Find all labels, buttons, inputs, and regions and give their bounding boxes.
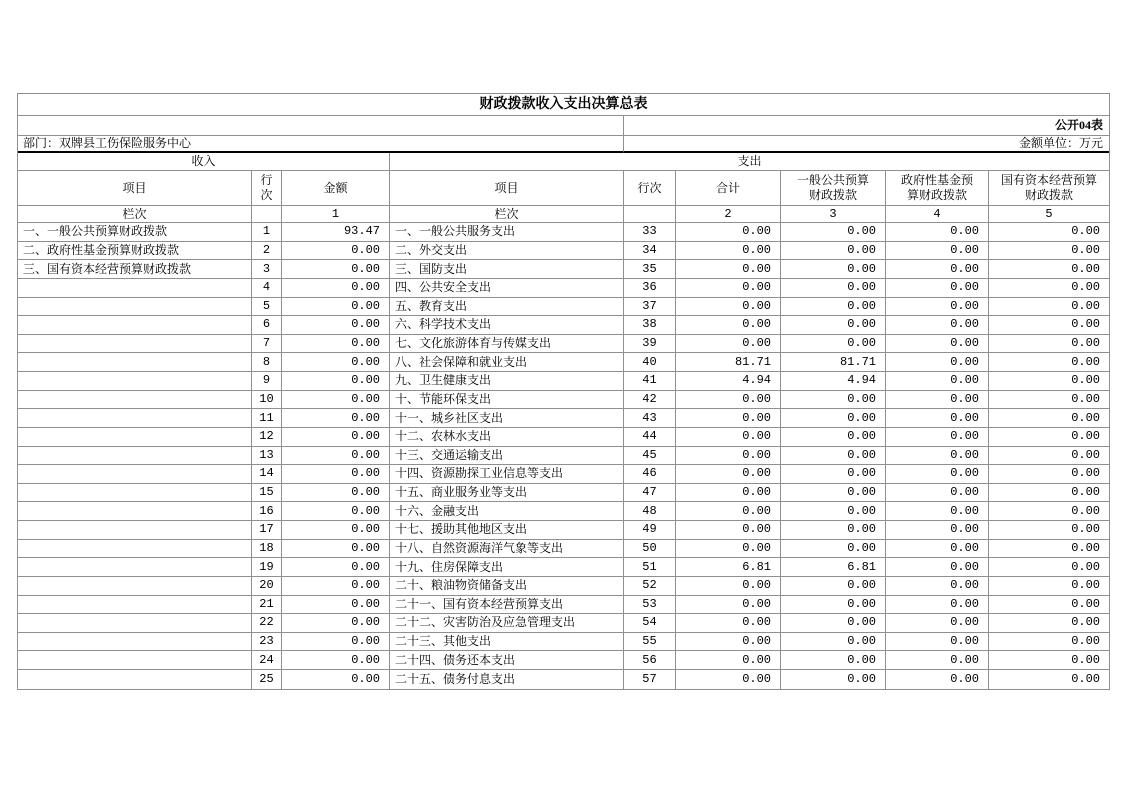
- table-code-spacer: [18, 116, 624, 136]
- income-line-cell: 17: [252, 521, 282, 540]
- department-label: 部门：双牌县工伤保险服务中心: [18, 136, 624, 153]
- expense-state-capital-cell: 0.00: [989, 614, 1109, 633]
- expense-total-cell: 0.00: [676, 428, 781, 447]
- expense-gov-fund-index: 4: [886, 206, 989, 223]
- expense-state-capital-index: 5: [989, 206, 1109, 223]
- expense-general-budget-cell: 0.00: [781, 447, 886, 466]
- expense-general-budget-cell: 0.00: [781, 391, 886, 410]
- expense-state-capital-cell: 0.00: [989, 447, 1109, 466]
- expense-gov-fund-cell: 0.00: [886, 633, 989, 652]
- income-item-cell: 二、政府性基金预算财政拨款: [18, 242, 252, 261]
- expense-gov-fund-cell: 0.00: [886, 502, 989, 521]
- expense-general-budget-cell: 0.00: [781, 614, 886, 633]
- income-section-label: 收入: [18, 153, 390, 171]
- table-row: [18, 409, 1109, 428]
- income-line-cell: 18: [252, 540, 282, 559]
- expense-gov-fund-cell: 0.00: [886, 409, 989, 428]
- expense-gov-fund-cell: 0.00: [886, 596, 989, 615]
- table-row: [18, 260, 1109, 279]
- income-line-cell: 6: [252, 316, 282, 335]
- expense-item-cell: 五、教育支出: [390, 298, 624, 317]
- income-item-header: 项目: [18, 171, 252, 206]
- expense-item-cell: 十一、城乡社区支出: [390, 409, 624, 428]
- expense-state-capital-cell: 0.00: [989, 372, 1109, 391]
- expense-line-cell: 36: [624, 279, 676, 298]
- expense-item-cell: 十、节能环保支出: [390, 391, 624, 410]
- income-item-cell: 三、国有资本经营预算财政拨款: [18, 260, 252, 279]
- table-row: [18, 502, 1109, 521]
- expense-line-cell: 41: [624, 372, 676, 391]
- table-body: [18, 223, 1109, 689]
- expense-item-cell: 二十五、债务付息支出: [390, 670, 624, 689]
- expense-general-budget-header: 一般公共预算财政拨款: [781, 171, 886, 206]
- expense-state-capital-cell: 0.00: [989, 540, 1109, 559]
- income-amount-cell: 0.00: [282, 242, 390, 261]
- expense-general-budget-cell: 6.81: [781, 558, 886, 577]
- expense-total-cell: 0.00: [676, 465, 781, 484]
- income-amount-cell: 0.00: [282, 651, 390, 670]
- expense-line-cell: 38: [624, 316, 676, 335]
- expense-state-capital-cell: 0.00: [989, 577, 1109, 596]
- income-line-cell: 25: [252, 670, 282, 689]
- income-line-header-label: 行次: [260, 173, 273, 202]
- income-line-cell: 10: [252, 391, 282, 410]
- statement-table: [17, 93, 1110, 690]
- expense-total-cell: 0.00: [676, 279, 781, 298]
- income-item-cell: [18, 409, 252, 428]
- expense-gov-fund-cell: 0.00: [886, 428, 989, 447]
- expense-item-cell: 六、科学技术支出: [390, 316, 624, 335]
- table-row: [18, 353, 1109, 372]
- expense-total-cell: 0.00: [676, 260, 781, 279]
- expense-gov-fund-cell: 0.00: [886, 540, 989, 559]
- table-row: [18, 372, 1109, 391]
- expense-item-cell: 二十一、国有资本经营预算支出: [390, 596, 624, 615]
- income-item-cell: [18, 391, 252, 410]
- expense-state-capital-cell: 0.00: [989, 596, 1109, 615]
- section-header-row: [18, 153, 1109, 171]
- income-line-cell: 21: [252, 596, 282, 615]
- department-row: [18, 136, 1109, 153]
- income-amount-cell: 0.00: [282, 428, 390, 447]
- expense-total-index: 2: [676, 206, 781, 223]
- expense-total-cell: 0.00: [676, 577, 781, 596]
- table-row: [18, 298, 1109, 317]
- expense-item-cell: 十八、自然资源海洋气象等支出: [390, 540, 624, 559]
- table-row: [18, 577, 1109, 596]
- income-line-cell: 9: [252, 372, 282, 391]
- income-line-cell: 8: [252, 353, 282, 372]
- expense-total-cell: 0.00: [676, 540, 781, 559]
- expense-state-capital-cell: 0.00: [989, 242, 1109, 261]
- table-row: [18, 558, 1109, 577]
- income-amount-cell: 0.00: [282, 447, 390, 466]
- income-line-cell: 2: [252, 242, 282, 261]
- expense-total-cell: 0.00: [676, 391, 781, 410]
- expense-total-cell: 0.00: [676, 614, 781, 633]
- income-amount-cell: 0.00: [282, 521, 390, 540]
- expense-gov-fund-cell: 0.00: [886, 558, 989, 577]
- table-row: [18, 521, 1109, 540]
- table-row: [18, 614, 1109, 633]
- expense-line-cell: 42: [624, 391, 676, 410]
- income-item-cell: [18, 279, 252, 298]
- expense-line-cell: 35: [624, 260, 676, 279]
- expense-general-index: 3: [781, 206, 886, 223]
- expense-gov-fund-cell: 0.00: [886, 391, 989, 410]
- income-line-cell: 20: [252, 577, 282, 596]
- income-amount-cell: 0.00: [282, 614, 390, 633]
- expense-total-header: 合计: [676, 171, 781, 206]
- expense-line-cell: 48: [624, 502, 676, 521]
- expense-total-cell: 81.71: [676, 353, 781, 372]
- expense-line-cell: 34: [624, 242, 676, 261]
- income-amount-cell: 0.00: [282, 372, 390, 391]
- income-item-cell: [18, 335, 252, 354]
- expense-line-header: 行次: [624, 171, 676, 206]
- expense-total-cell: 0.00: [676, 409, 781, 428]
- expense-line-cell: 43: [624, 409, 676, 428]
- expense-item-cell: 十二、农林水支出: [390, 428, 624, 447]
- income-line-cell: 3: [252, 260, 282, 279]
- income-line-header: [252, 171, 282, 206]
- expense-item-cell: 十五、商业服务业等支出: [390, 484, 624, 503]
- income-item-cell: [18, 614, 252, 633]
- expense-total-cell: 6.81: [676, 558, 781, 577]
- income-line-cell: 12: [252, 428, 282, 447]
- income-line-cell: 16: [252, 502, 282, 521]
- table-row: [18, 223, 1109, 242]
- income-item-cell: [18, 521, 252, 540]
- expense-item-cell: 二十二、灾害防治及应急管理支出: [390, 614, 624, 633]
- expense-total-cell: 0.00: [676, 502, 781, 521]
- expense-line-cell: 44: [624, 428, 676, 447]
- expense-general-budget-cell: 81.71: [781, 353, 886, 372]
- income-amount-cell: 0.00: [282, 298, 390, 317]
- income-amount-cell: 0.00: [282, 316, 390, 335]
- expense-gov-fund-cell: 0.00: [886, 484, 989, 503]
- expense-item-cell: 十九、住房保障支出: [390, 558, 624, 577]
- expense-general-budget-cell: 0.00: [781, 428, 886, 447]
- title-row: [18, 94, 1109, 116]
- expense-general-budget-cell: 0.00: [781, 279, 886, 298]
- expense-item-cell: 二十、粮油物资储备支出: [390, 577, 624, 596]
- expense-total-cell: 0.00: [676, 316, 781, 335]
- expense-state-capital-cell: 0.00: [989, 335, 1109, 354]
- expense-section-label: 支出: [390, 153, 1109, 171]
- income-amount-cell: 0.00: [282, 502, 390, 521]
- income-amount-index: 1: [282, 206, 390, 223]
- income-item-cell: [18, 502, 252, 521]
- expense-item-cell: 十三、交通运输支出: [390, 447, 624, 466]
- expense-state-capital-cell: 0.00: [989, 465, 1109, 484]
- expense-total-cell: 0.00: [676, 633, 781, 652]
- income-amount-cell: 0.00: [282, 577, 390, 596]
- expense-general-budget-cell: 0.00: [781, 540, 886, 559]
- expense-lanci-label: 栏次: [390, 206, 624, 223]
- expense-general-budget-cell: 0.00: [781, 596, 886, 615]
- income-amount-cell: 0.00: [282, 465, 390, 484]
- table-row: [18, 242, 1109, 261]
- expense-general-budget-cell: 0.00: [781, 502, 886, 521]
- table-row: [18, 670, 1109, 689]
- income-item-cell: [18, 465, 252, 484]
- income-amount-cell: 0.00: [282, 484, 390, 503]
- expense-total-cell: 0.00: [676, 596, 781, 615]
- expense-item-cell: 十七、援助其他地区支出: [390, 521, 624, 540]
- income-amount-cell: 0.00: [282, 596, 390, 615]
- expense-gov-fund-cell: 0.00: [886, 670, 989, 689]
- income-line-cell: 11: [252, 409, 282, 428]
- expense-total-cell: 0.00: [676, 521, 781, 540]
- expense-state-capital-cell: 0.00: [989, 391, 1109, 410]
- expense-total-cell: 0.00: [676, 447, 781, 466]
- income-line-cell: 19: [252, 558, 282, 577]
- income-amount-cell: 0.00: [282, 353, 390, 372]
- table-row: [18, 391, 1109, 410]
- expense-state-capital-cell: 0.00: [989, 558, 1109, 577]
- expense-line-cell: 49: [624, 521, 676, 540]
- expense-line-cell: 46: [624, 465, 676, 484]
- expense-gov-fund-cell: 0.00: [886, 316, 989, 335]
- expense-item-cell: 八、社会保障和就业支出: [390, 353, 624, 372]
- expense-general-budget-cell: 0.00: [781, 670, 886, 689]
- expense-general-budget-cell: 0.00: [781, 409, 886, 428]
- table-row: [18, 279, 1109, 298]
- expense-state-capital-cell: 0.00: [989, 298, 1109, 317]
- income-lanci-spacer: [252, 206, 282, 223]
- expense-total-cell: 0.00: [676, 651, 781, 670]
- income-line-cell: 7: [252, 335, 282, 354]
- expense-state-capital-cell: 0.00: [989, 260, 1109, 279]
- expense-general-budget-cell: 0.00: [781, 335, 886, 354]
- expense-gov-fund-cell: 0.00: [886, 335, 989, 354]
- expense-gov-fund-cell: 0.00: [886, 242, 989, 261]
- income-line-cell: 4: [252, 279, 282, 298]
- expense-state-capital-header: 国有资本经营预算财政拨款: [989, 171, 1109, 206]
- expense-line-cell: 54: [624, 614, 676, 633]
- income-line-cell: 23: [252, 633, 282, 652]
- expense-gov-fund-cell: 0.00: [886, 651, 989, 670]
- expense-general-budget-cell: 4.94: [781, 372, 886, 391]
- table-row: [18, 447, 1109, 466]
- income-line-cell: 15: [252, 484, 282, 503]
- expense-item-cell: 二十四、债务还本支出: [390, 651, 624, 670]
- expense-item-cell: 十四、资源勘探工业信息等支出: [390, 465, 624, 484]
- expense-state-capital-cell: 0.00: [989, 633, 1109, 652]
- expense-general-budget-cell: 0.00: [781, 633, 886, 652]
- expense-total-cell: 0.00: [676, 670, 781, 689]
- expense-state-capital-cell: 0.00: [989, 279, 1109, 298]
- expense-item-cell: 七、文化旅游体育与传媒支出: [390, 335, 624, 354]
- expense-general-budget-cell: 0.00: [781, 223, 886, 242]
- expense-state-capital-cell: 0.00: [989, 353, 1109, 372]
- table-row: [18, 335, 1109, 354]
- expense-item-cell: 一、一般公共服务支出: [390, 223, 624, 242]
- income-item-cell: 一、一般公共预算财政拨款: [18, 223, 252, 242]
- expense-state-capital-cell: 0.00: [989, 651, 1109, 670]
- income-amount-cell: 0.00: [282, 633, 390, 652]
- income-amount-header: 金额: [282, 171, 390, 206]
- column-header-row: [18, 171, 1109, 206]
- expense-state-capital-cell: 0.00: [1071, 671, 1100, 686]
- expense-line-cell: 50: [624, 540, 676, 559]
- expense-gov-fund-cell: 0.00: [886, 465, 989, 484]
- expense-state-capital-cell: 0.00: [989, 428, 1109, 447]
- income-item-cell: [18, 596, 252, 615]
- expense-item-cell: 四、公共安全支出: [390, 279, 624, 298]
- expense-line-cell: 56: [624, 651, 676, 670]
- expense-gov-fund-cell: 0.00: [886, 521, 989, 540]
- income-line-cell: 13: [252, 447, 282, 466]
- unit-label: 金额单位：万元: [624, 136, 1109, 153]
- expense-line-cell: 40: [624, 353, 676, 372]
- table-row: [18, 633, 1109, 652]
- table-code: 公开04表: [624, 116, 1109, 136]
- expense-state-capital-cell: 0.00: [989, 316, 1109, 335]
- expense-line-cell: 53: [624, 596, 676, 615]
- income-amount-cell: 93.47: [282, 223, 390, 242]
- expense-general-budget-cell: 0.00: [781, 577, 886, 596]
- expense-lanci-spacer: [624, 206, 676, 223]
- expense-total-cell: 4.94: [676, 372, 781, 391]
- table-row: [18, 596, 1109, 615]
- income-line-cell: 24: [252, 651, 282, 670]
- expense-item-cell: 二十三、其他支出: [390, 633, 624, 652]
- income-amount-cell: 0.00: [282, 279, 390, 298]
- table-row: [18, 428, 1109, 447]
- income-item-cell: [18, 316, 252, 335]
- income-item-cell: [18, 428, 252, 447]
- income-item-cell: [18, 484, 252, 503]
- income-amount-cell: 0.00: [282, 391, 390, 410]
- income-amount-cell: 0.00: [282, 409, 390, 428]
- expense-line-cell: 52: [624, 577, 676, 596]
- income-item-cell: [18, 577, 252, 596]
- expense-gov-fund-cell: 0.00: [886, 298, 989, 317]
- expense-gov-fund-cell: 0.00: [886, 614, 989, 633]
- table-row: [18, 540, 1109, 559]
- income-item-cell: [18, 651, 252, 670]
- table-row: [18, 465, 1109, 484]
- expense-item-cell: 三、国防支出: [390, 260, 624, 279]
- expense-line-cell: 33: [624, 223, 676, 242]
- income-amount-cell: 0.00: [282, 670, 390, 689]
- expense-item-cell: 十六、金融支出: [390, 502, 624, 521]
- expense-general-budget-cell: 0.00: [781, 465, 886, 484]
- expense-general-budget-cell: 0.00: [781, 651, 886, 670]
- expense-line-cell: 51: [624, 558, 676, 577]
- income-item-cell: [18, 447, 252, 466]
- income-amount-cell: 0.00: [282, 260, 390, 279]
- expense-line-cell: 39: [624, 335, 676, 354]
- expense-total-cell: 0.00: [676, 223, 781, 242]
- expense-state-capital-cell: 0.00: [989, 521, 1109, 540]
- income-amount-cell: 0.00: [282, 540, 390, 559]
- income-item-cell: [18, 558, 252, 577]
- expense-general-budget-cell: 0.00: [781, 521, 886, 540]
- table-row: [18, 484, 1109, 503]
- income-item-cell: [18, 372, 252, 391]
- expense-total-cell: 0.00: [676, 298, 781, 317]
- expense-total-cell: 0.00: [676, 484, 781, 503]
- expense-state-capital-cell: 0.00: [989, 223, 1109, 242]
- table-code-row: [18, 116, 1109, 136]
- expense-gov-fund-cell: 0.00: [886, 279, 989, 298]
- table-row: [18, 316, 1109, 335]
- income-item-cell: [18, 353, 252, 372]
- expense-gov-fund-cell: 0.00: [886, 372, 989, 391]
- expense-item-cell: 二、外交支出: [390, 242, 624, 261]
- expense-gov-fund-cell: 0.00: [886, 447, 989, 466]
- column-index-row: [18, 206, 1109, 223]
- expense-line-cell: 45: [624, 447, 676, 466]
- expense-general-budget-cell: 0.00: [781, 298, 886, 317]
- expense-gov-fund-cell: 0.00: [886, 223, 989, 242]
- expense-gov-fund-cell: 0.00: [886, 577, 989, 596]
- income-line-cell: 5: [252, 298, 282, 317]
- expense-general-budget-cell: 0.00: [781, 316, 886, 335]
- page-title: 财政拨款收入支出决算总表: [18, 94, 1109, 116]
- expense-general-budget-cell: 0.00: [781, 242, 886, 261]
- expense-total-cell: 0.00: [676, 242, 781, 261]
- expense-gov-fund-cell: 0.00: [886, 260, 989, 279]
- income-line-cell: 14: [252, 465, 282, 484]
- expense-line-cell: 47: [624, 484, 676, 503]
- expense-line-cell: 57: [624, 670, 676, 689]
- income-item-cell: [18, 670, 252, 689]
- expense-total-cell: 0.00: [676, 335, 781, 354]
- expense-state-capital-cell: 0.00: [989, 409, 1109, 428]
- expense-state-capital-cell: 0.00: [989, 484, 1109, 503]
- income-line-cell: 1: [252, 223, 282, 242]
- expense-gov-fund-header: 政府性基金预算财政拨款: [886, 171, 989, 206]
- expense-general-budget-cell: 0.00: [781, 260, 886, 279]
- income-item-cell: [18, 540, 252, 559]
- income-lanci-label: 栏次: [18, 206, 252, 223]
- income-item-cell: [18, 633, 252, 652]
- income-amount-cell: 0.00: [282, 335, 390, 354]
- income-item-cell: [18, 298, 252, 317]
- expense-item-header: 项目: [390, 171, 624, 206]
- expense-item-cell: 九、卫生健康支出: [390, 372, 624, 391]
- income-amount-cell: 0.00: [282, 558, 390, 577]
- expense-state-capital-cell: 0.00: [989, 502, 1109, 521]
- expense-line-cell: 55: [624, 633, 676, 652]
- table-row: [18, 651, 1109, 670]
- expense-gov-fund-cell: 0.00: [886, 353, 989, 372]
- expense-line-cell: 37: [624, 298, 676, 317]
- income-line-cell: 22: [252, 614, 282, 633]
- expense-general-budget-cell: 0.00: [781, 484, 886, 503]
